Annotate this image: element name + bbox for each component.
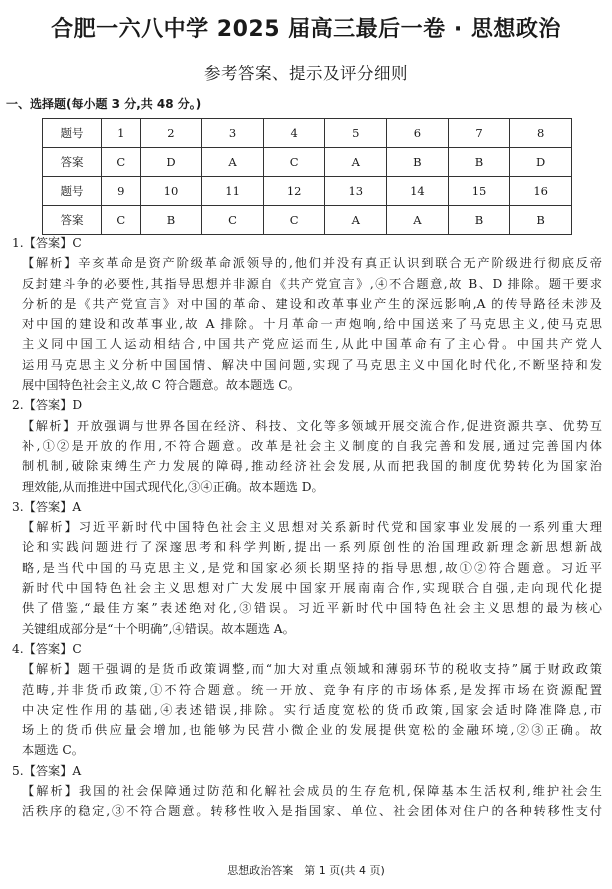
- table-cell: 8: [510, 119, 572, 148]
- table-row: [43, 177, 572, 206]
- table-cell: 1: [102, 119, 141, 148]
- table-cell: D: [510, 148, 572, 177]
- explanation-line: 【解析】开放强调与世界各国在经济、科技、文化等多领域开展交流合作,促进资源共享、优势互: [22, 418, 602, 433]
- explanation-line: 运用马克思主义分析中国国情、解决中国问题,实现了马克思主义中国化时代化,不断坚持和发: [22, 357, 602, 372]
- table-row-header: 题号: [43, 177, 102, 206]
- table-cell: 13: [325, 177, 387, 206]
- answer-line: 2.【答案】D: [12, 398, 83, 413]
- table-cell: 15: [448, 177, 510, 206]
- table-cell: 3: [202, 119, 264, 148]
- explanation-line: 理效能,从而推进中国式现代化,③④正确。故本题选 D。: [22, 479, 324, 494]
- table-row-header: 答案: [43, 206, 102, 235]
- table-cell: A: [387, 206, 449, 235]
- table-cell: 9: [102, 177, 141, 206]
- table-row: [43, 119, 572, 148]
- table-cell: B: [387, 148, 449, 177]
- table-cell: 2: [140, 119, 202, 148]
- table-cell: A: [325, 148, 387, 177]
- explanation-line: 关键组成部分是“十个明确”,④错误。故本题选 A。: [22, 621, 295, 636]
- explanation-line: 【解析】习近平新时代中国特色社会主义思想对关系新时代党和国家事业发展的一系列重大理: [22, 520, 602, 535]
- explanation-line: 对中国的建设和改革事业,故 A 排除。十月革命一声炮响,给中国送来了马克思主义,使马克思: [22, 317, 602, 332]
- table-cell: C: [102, 206, 141, 235]
- table-cell: B: [140, 206, 202, 235]
- table-cell: D: [140, 148, 202, 177]
- table-cell: 5: [325, 119, 387, 148]
- table-cell: 16: [510, 177, 572, 206]
- page-title: 合肥一六八中学 2025 届高三最后一卷 · 思想政治: [51, 17, 561, 42]
- table-cell: 11: [202, 177, 264, 206]
- table-cell: A: [202, 148, 264, 177]
- answer-line: 1.【答案】C: [12, 236, 82, 250]
- table-cell: B: [448, 206, 510, 235]
- explanation-line: 范畴,并非货币政策,①不符合题意。统一开放、竞争有序的市场体系,是发挥市场在资源配置: [22, 682, 602, 697]
- table-cell: 4: [263, 119, 325, 148]
- explanation-line: 场上的货币供应量会增加,也能够为民营小微企业的发展提供宽松的金融环境,②③正确。故: [22, 723, 602, 738]
- table-cell: 12: [263, 177, 325, 206]
- explanation-line: 主义同中国工人运动相结合,中国共产党应运而生,从此中国革命有了主心骨。中国共产党人: [22, 337, 602, 352]
- table-cell: C: [102, 148, 141, 177]
- table-cell: 6: [387, 119, 449, 148]
- explanation-line: 活秩序的稳定,③不符合题意。转移性收入是指国家、单位、社会团体对住户的各种转移性支付: [22, 804, 602, 819]
- explanation-line: 论和实践问题进行了深邃思考和科学判断,提出一系列原创性的治国理政新理念新思想新战: [22, 540, 602, 555]
- table-cell: A: [325, 206, 387, 235]
- answer-line: 4.【答案】C: [12, 641, 82, 656]
- explanation-line: 【解析】辛亥革命是资产阶级革命派领导的,他们并没有真正认识到联合无产阶级进行彻底反帝: [22, 256, 602, 271]
- table-cell: 10: [140, 177, 202, 206]
- explanation-line: 供了借鉴,“最佳方案”表述绝对化,③错误。习近平新时代中国特色社会主义思想的最为核心: [22, 601, 602, 616]
- table-row: [43, 148, 572, 177]
- table-cell: 7: [448, 119, 510, 148]
- page-subtitle: 参考答案、提示及评分细则: [204, 64, 408, 83]
- explanation-text: [12, 233, 602, 822]
- table-cell: 14: [387, 177, 449, 206]
- page-footer: 思想政治答案 第 1 页(共 4 页): [227, 864, 385, 877]
- answer-line: 3.【答案】A: [12, 499, 82, 514]
- explanation-line: 略,是当代中国的马克思主义,是党和国家必须长期坚持的指导思想,故①②符合题意。习近平: [22, 560, 602, 575]
- explanation-line: 中决定性作用的基础,④表述错误,排除。实行适度宽松的货币政策,国家会适时降准降息,市: [22, 702, 602, 717]
- table-cell: C: [263, 148, 325, 177]
- explanation-line: 反封建斗争的必要性,其指导思想并非源自《共产党宣言》,④不合题意,故 B、D 排除。题干要求: [22, 276, 602, 291]
- table-row-header: 题号: [43, 119, 102, 148]
- explanation-line: 补,①②是开放的作用,不符合题意。改革是社会主义制度的自我完善和发展,通过完善国内体: [22, 438, 602, 453]
- explanation-line: 【解析】题干强调的是货币政策调整,而“加大对重点领域和薄弱环节的税收支持”属于财政政策: [22, 662, 602, 677]
- answer-line: 5.【答案】A: [12, 763, 82, 778]
- explanation-line: 本题选 C。: [22, 743, 84, 758]
- explanation-line: 【解析】我国的社会保障通过防范和化解社会成员的生存危机,保障基本生活权利,维护社会生: [22, 784, 602, 799]
- table-cell: C: [202, 206, 264, 235]
- table-row-header: 答案: [43, 148, 102, 177]
- answer-table: [42, 118, 572, 235]
- explanation-line: 分析的是《共产党宣言》对中国的革命、建设和改革事业产生的深远影响,A 的传导路径未涉及: [22, 296, 602, 311]
- explanation-line: 展中国特色社会主义,故 C 符合题意。故本题选 C。: [22, 378, 300, 393]
- table-cell: B: [510, 206, 572, 235]
- table-cell: C: [263, 206, 325, 235]
- explanation-line: 制机制,破除束缚生产力发展的障碍,推动经济社会发展,从而把我国的制度优势转化为国家治: [22, 459, 602, 474]
- table-row: [43, 206, 572, 235]
- table-cell: B: [448, 148, 510, 177]
- explanation-line: 新时代中国特色社会主义思想对广大发展中国家开展南南合作,实现联合自强,走向现代化提: [22, 581, 602, 596]
- section-heading: 一、选择题(每小题 3 分,共 48 分。): [6, 97, 202, 111]
